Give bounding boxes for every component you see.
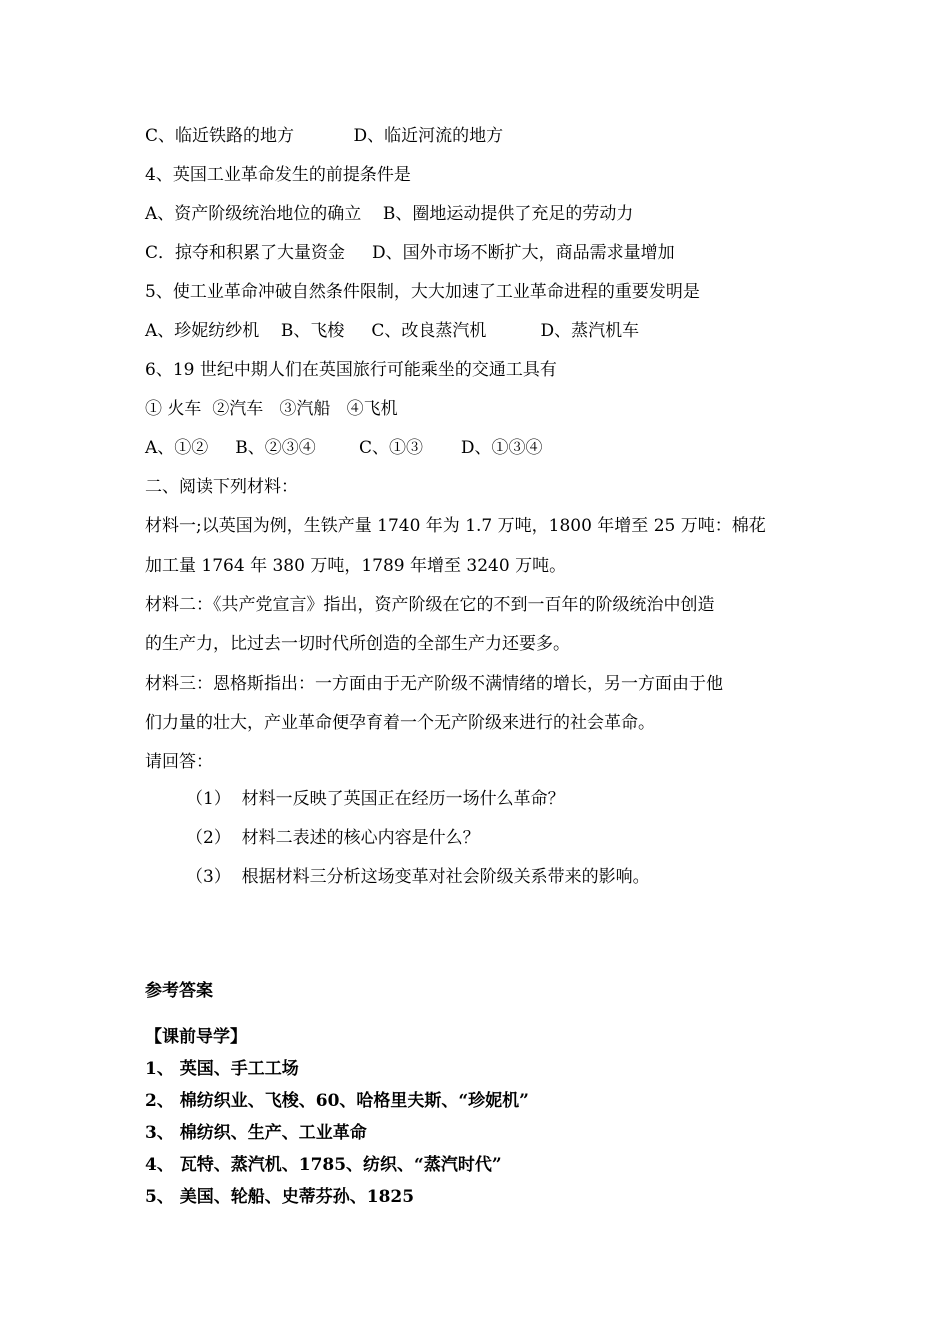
- reading-line: 材料一;以英国为例，生铁产量 1740 年为 1.7 万吨，1800 年增至 25 万吨：棉花: [145, 516, 766, 536]
- reading-line: 加工量 1764 年 380 万吨，1789 年增至 3240 万吨。: [145, 556, 567, 576]
- reading-prompt: 请回答：: [145, 752, 213, 772]
- sub-question: （1） 材料一反映了英国正在经历一场什么革命？: [186, 789, 565, 809]
- question-line: 5、使工业革命冲破自然条件限制，大大加速了工业革命进程的重要发明是: [145, 282, 700, 302]
- reading-line: 材料三：恩格斯指出：一方面由于无产阶级不满情绪的增长，另一方面由于他: [145, 674, 723, 694]
- question-line: ① 火车 ②汽车 ③汽船 ④飞机: [145, 399, 398, 419]
- answers-section-title: 【课前导学】: [145, 1027, 247, 1047]
- reading-line: 们力量的壮大，产业革命便孕育着一个无产阶级来进行的社会革命。: [145, 713, 655, 733]
- question-line: C．掠夺和积累了大量资金 D、国外市场不断扩大，商品需求量增加: [145, 243, 675, 263]
- question-line: 4、英国工业革命发生的前提条件是: [145, 165, 411, 185]
- sub-question: （2） 材料二表述的核心内容是什么？: [186, 828, 480, 848]
- answer-item: 1、 英国、手工工场: [145, 1059, 299, 1079]
- answer-item: 2、 棉纺织业、飞梭、60、哈格里夫斯、“珍妮机”: [145, 1091, 529, 1111]
- question-line: A、①② B、②③④ C、①③ D、①③④: [145, 438, 543, 458]
- question-line: C、临近铁路的地方 D、临近河流的地方: [145, 126, 504, 146]
- answer-item: 3、 棉纺织、生产、工业革命: [145, 1123, 367, 1143]
- reading-line: 的生产力，比过去一切时代所创造的全部生产力还要多。: [145, 634, 570, 654]
- sub-question: （3） 根据材料三分析这场变革对社会阶级关系带来的影响。: [186, 867, 650, 887]
- question-line: 6、19 世纪中期人们在英国旅行可能乘坐的交通工具有: [145, 360, 557, 380]
- reading-heading: 二、阅读下列材料：: [145, 477, 298, 497]
- reading-line: 材料二：《共产党宣言》指出，资产阶级在它的不到一百年的阶级统治中创造: [145, 595, 715, 615]
- question-line: A、珍妮纺纱机 B、飞梭 C、改良蒸汽机 D、蒸汽机车: [145, 321, 640, 341]
- answers-heading: 参考答案: [145, 981, 213, 1001]
- question-line: A、资产阶级统治地位的确立 B、圈地运动提供了充足的劳动力: [145, 204, 634, 224]
- answer-item: 5、 美国、轮船、史蒂芬孙、1825: [145, 1187, 415, 1207]
- answer-item: 4、 瓦特、蒸汽机、1785、纺织、“蒸汽时代”: [145, 1155, 502, 1175]
